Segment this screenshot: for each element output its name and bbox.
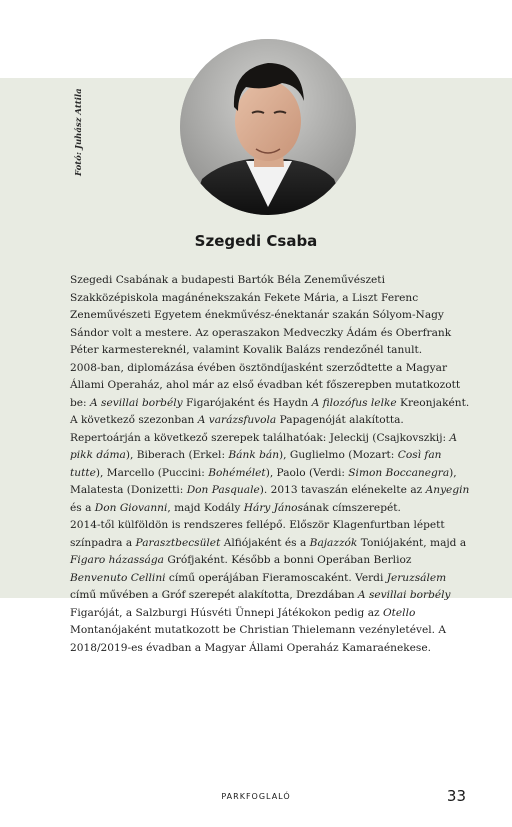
work-title: A sevillai borbély xyxy=(357,589,451,601)
work-title: Don Giovanni xyxy=(94,501,168,514)
work-title: Háry János xyxy=(243,501,303,514)
singer-portrait xyxy=(180,39,356,215)
work-title: A varázsfuvola xyxy=(197,414,277,426)
singer-name: Szegedi Csaba xyxy=(194,232,318,250)
bio-paragraph: 2014-től külföldön is rendszeres fellépő. Először Klagenfurtban lépett színpadra a Parasztbecsület Alfiójaként és a Bajazzók Toniójaként, majd a Figaro házassága Grófjaként. Később a bonni Operában Berlioz Benvenuto Cellini című operájában Fieramoscaként. Verdi Jeruzsálem című művében a Gróf szerepét alakította, Drezdában A sevillai borbély Figaróját, a Salzburgi Húsvéti Ünnepi Játékokon pedig az Otello Montanójaként mutatkozott be Christian Thielemann vezényletével. A 2018/2019-es évadban a Magyar Állami Operaház Kamaraénekese. xyxy=(70,519,467,654)
section-label: PARKFOGLALÓ xyxy=(221,792,291,801)
work-title: Jeruzsálem xyxy=(386,571,447,584)
biography xyxy=(70,272,470,657)
work-title: A filozófus lelke xyxy=(311,396,397,409)
bio-paragraph: Szegedi Csabának a budapesti Bartók Béla Zeneművészeti Szakközépiskola magánénekszakán Fekete Mária, a Liszt Ferenc Zeneművészeti Egyetem énekművész-énektanár szakán Sólyom-Nagy Sándor volt a mestere. Az operaszakon Medveczky Ádám és Oberfrank Péter karmestereknél, valamint Kovalik Balázs rendezőnél tanult. xyxy=(70,274,452,356)
work-title: Benvenuto Cellini xyxy=(70,571,166,584)
work-title: A sevillai borbély xyxy=(90,396,183,409)
bio-paragraph: Repertoárján a következő szerepek találhatóak: Jeleckij (Csajkovszkij: A pikk dáma), Biberach (Erkel: Bánk bán), Guglielmo (Mozart: Così fan tutte), Marcello (Puccini: Bohémélet), Paolo (Verdi: Simon Boccanegra), Malatesta (Donizetti: Don Pasquale). 2013 tavaszán elénekelte az Anyegin és a Don Giovanni, majd Kodály Háry Jánosának címszerepét. xyxy=(70,431,470,514)
page-number: 33 xyxy=(446,787,466,805)
work-title: Otello xyxy=(382,606,416,619)
work-title: Bohémélet xyxy=(208,466,266,479)
work-title: Bánk bán xyxy=(228,449,280,461)
work-title: Simon Boccanegra xyxy=(348,466,450,479)
work-title: Parasztbecsület xyxy=(135,536,221,549)
work-title: Anyegin xyxy=(425,484,470,496)
work-title: Don Pasquale xyxy=(186,484,260,496)
work-title: Bajazzók xyxy=(309,536,358,549)
work-title: Così fan tutte xyxy=(70,449,442,479)
work-title: Figaro házassága xyxy=(70,554,164,566)
photo-credit: Fotó: Juhász Attila xyxy=(74,88,84,176)
work-title: A pikk dáma xyxy=(70,431,458,461)
bio-paragraph: 2008-ban, diplomázása évében ösztöndíjasként szerződtette a Magyar Állami Operaház, ahol már az első évadban két főszerepben mutatkozott be: A sevillai borbély Figarójaként és Haydn A filozófus lelke Kreonjaként. A következő szezonban A varázsfuvola Papagenóját alakította. xyxy=(70,361,470,426)
